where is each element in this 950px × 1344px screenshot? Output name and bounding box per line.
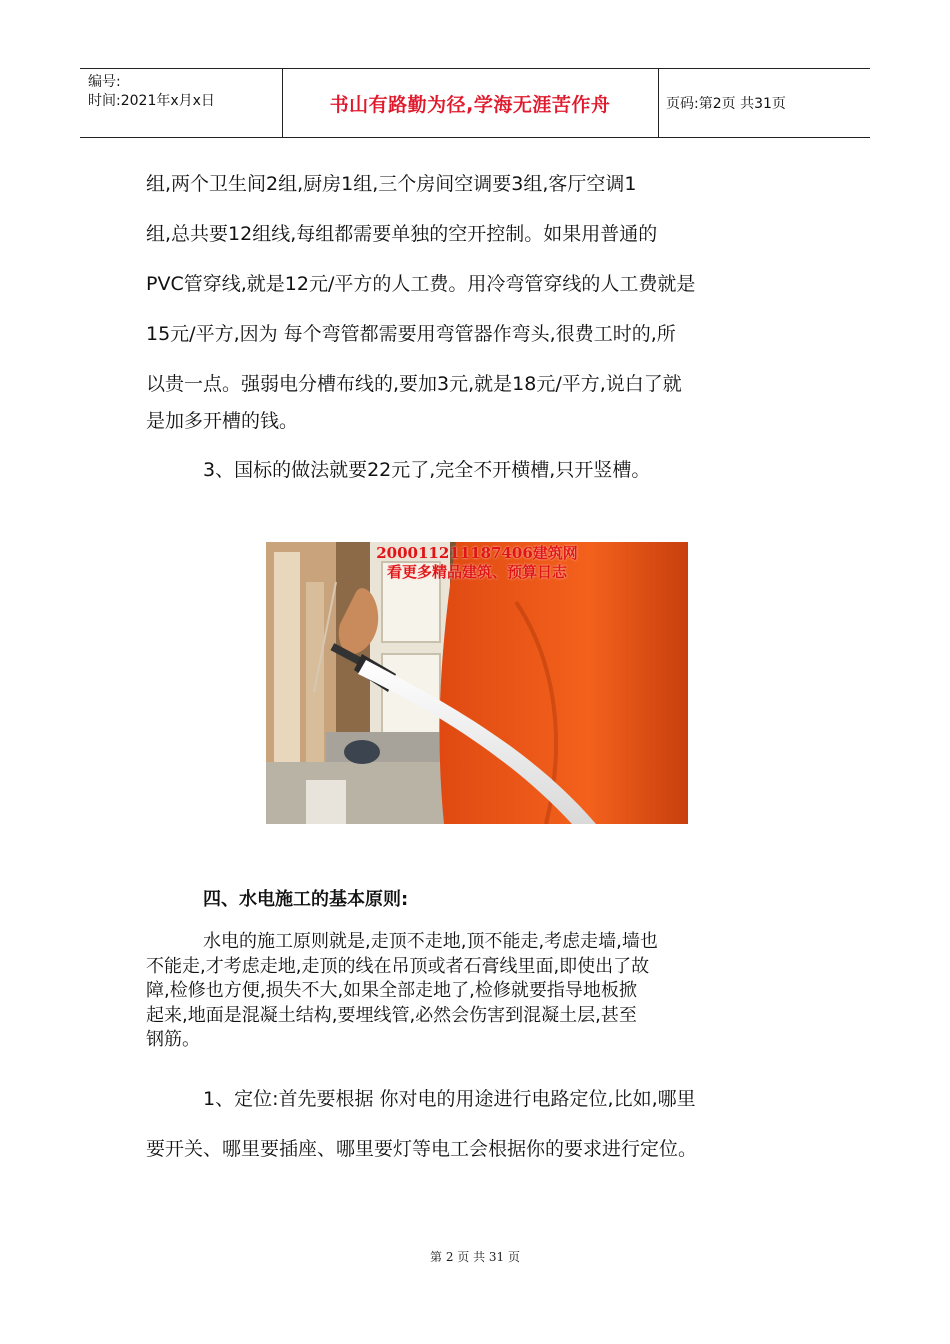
paragraph-construction-principles (146, 930, 658, 1053)
item-1-positioning (146, 1074, 697, 1174)
text-line: 不能走,才考虑走地,走顶的线在吊顶或者石膏线里面,即使出了故 (146, 955, 650, 977)
document-number-label: 编号: (88, 74, 121, 90)
item-3-national-standard: 3、国标的做法就要22元了,完全不开横槽,只开竖槽。 (203, 459, 651, 481)
pipe-bending-photo (266, 542, 688, 824)
text-line: 要开关、哪里要插座、哪里要灯等电工会根据你的要求进行定位。 (146, 1138, 698, 1160)
paragraph-wiring-cost (146, 159, 695, 409)
document-time-label: 时间:2021年x月x日 (88, 93, 215, 109)
header-divider (658, 69, 659, 137)
text-line: 钢筋。 (146, 1029, 200, 1050)
text-line: 是加多开槽的钱。 (146, 410, 299, 432)
text-line: 1、定位:首先要根据 你对电的用途进行电路定位,比如,哪里 (203, 1088, 696, 1110)
photo-illustration (266, 542, 688, 824)
watermark-line-2: 看更多精品建筑、预算日志 (386, 563, 567, 581)
text-line: 起来,地面是混凝土结构,要埋线管,必然会伤害到混凝土层,甚至 (146, 1004, 637, 1026)
header-meta (88, 73, 215, 111)
header-page-label: 页码:第2页 共31页 (666, 96, 786, 112)
text-line: 组,两个卫生间2组,厨房1组,三个房间空调要3组,客厅空调1 (146, 173, 637, 195)
text-line: 障,检修也方便,损失不大,如果全部走地了,检修就要指导地板掀 (146, 980, 637, 1001)
text-line: 15元/平方,因为 每个弯管都需要用弯管器作弯头,很费工时的,所 (146, 323, 676, 345)
page-header (80, 68, 870, 138)
text-line: PVC管穿线,就是12元/平方的人工费。用冷弯管穿线的人工费就是 (146, 273, 696, 295)
header-motto: 书山有路勤为径,学海无涯苦作舟 (329, 93, 611, 116)
page-footer: 第 2 页 共 31 页 (430, 1250, 520, 1264)
text-line: 以贵一点。强弱电分槽布线的,要加3元,就是18元/平方,说白了就 (146, 373, 682, 395)
text-line: 组,总共要12组线,每组都需要单独的空开控制。如果用普通的 (146, 223, 658, 245)
watermark-line-1: 200011211187406建筑网 (376, 544, 578, 562)
section-4-heading: 四、水电施工的基本原则: (203, 889, 409, 910)
text-line: 水电的施工原则就是,走顶不走地,顶不能走,考虑走墙,墙也 (203, 931, 658, 952)
